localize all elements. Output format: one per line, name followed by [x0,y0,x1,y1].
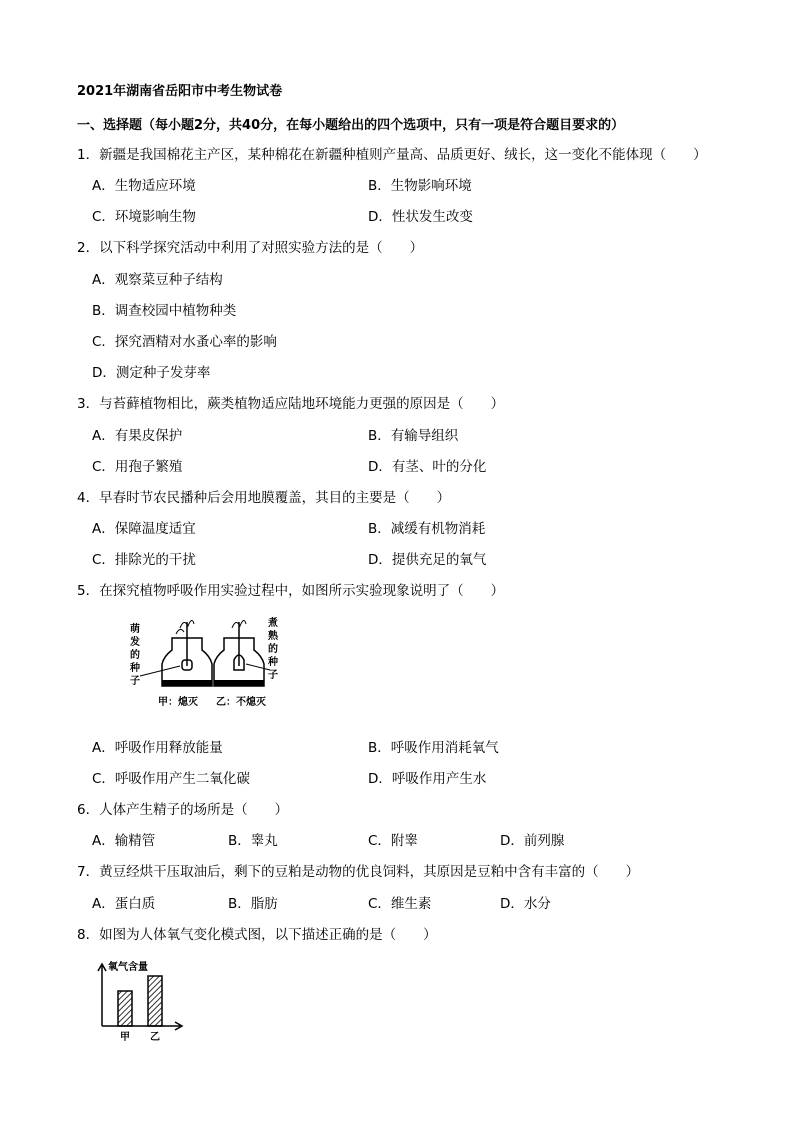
question-4-option-d: D．提供充足的氧气 [368,552,487,568]
question-7-option-a: A．蛋白质 [92,896,156,912]
question-2-option-d: D．测定种子发芽率 [92,365,211,381]
x-tick-label: 乙 [150,1032,160,1042]
question-1-option-b: B．生物影响环境 [368,178,472,194]
question-4-option-b: B．减缓有机物消耗 [368,521,486,537]
label-char: 发 [130,637,140,648]
question-3-option-c: C．用孢子繁殖 [92,459,183,475]
boiled-seed-label [267,616,279,681]
jar-yi-icon [214,620,264,686]
oxygen-chart-figure [92,958,192,1042]
caption-yi: 乙：不熄灭 [216,697,266,708]
question-1-option-c: C．环境影响生物 [92,209,196,225]
seeds-layer [162,680,212,686]
question-6-stem: 6．人体产生精子的场所是（ ） [77,802,289,818]
question-8-stem: 8．如图为人体氧气变化模式图，以下描述正确的是（ ） [77,927,437,943]
seeds-layer [214,680,264,686]
caption-jia: 甲：熄灭 [158,697,198,708]
label-char: 子 [268,670,278,681]
question-7-option-c: C．维生素 [368,896,432,912]
question-7-option-d: D．水分 [500,896,551,912]
label-char: 萌 [130,624,140,635]
label-char: 熟 [268,631,278,642]
pointer-line [140,666,180,676]
question-6-option-a: A．输精管 [92,833,156,849]
question-2-option-c: C．探究酒精对水蚤心率的影响 [92,334,277,350]
seed-experiment-figure [128,614,280,710]
question-3-option-a: A．有果皮保护 [92,428,183,444]
question-5-stem: 5．在探究植物呼吸作用实验过程中，如图所示实验现象说明了（ ） [77,583,505,599]
bar-jia [118,991,132,1026]
question-3-option-b: B．有输导组织 [368,428,459,444]
question-7-option-b: B．脂肪 [228,896,278,912]
question-5-option-d: D．呼吸作用产生水 [368,771,487,787]
question-4-option-a: A．保障温度适宜 [92,521,196,537]
question-2-stem: 2．以下科学探究活动中利用了对照实验方法的是（ ） [77,240,424,256]
label-char: 种 [130,663,140,674]
label-char: 煮 [268,618,278,629]
label-char: 的 [268,644,278,655]
label-char: 种 [268,657,278,668]
question-4-stem: 4．早春时节农民播种后会用地膜覆盖，其目的主要是（ ） [77,490,451,506]
question-6-option-d: D．前列腺 [500,833,565,849]
question-6-option-b: B．睾丸 [228,833,278,849]
label-char: 子 [130,676,140,687]
section-heading: 一、选择题（每小题2分，共40分，在每小题给出的四个选项中，只有一项是符合题目要求的） [77,118,625,133]
question-1-option-a: A．生物适应环境 [92,178,196,194]
jar-jia-icon [162,620,212,686]
question-5-option-b: B．呼吸作用消耗氧气 [368,740,499,756]
question-5-option-a: A．呼吸作用释放能量 [92,740,223,756]
question-3-stem: 3．与苔藓植物相比，蕨类植物适应陆地环境能力更强的原因是（ ） [77,396,505,412]
bar-yi [148,976,162,1026]
question-5-option-c: C．呼吸作用产生二氧化碳 [92,771,250,787]
question-4-option-c: C．排除光的干扰 [92,552,196,568]
pointer-line [246,664,270,670]
label-char: 的 [130,650,140,661]
exam-title: 2021年湖南省岳阳市中考生物试卷 [77,84,283,99]
question-2-option-a: A．观察菜豆种子结构 [92,272,223,288]
question-7-stem: 7．黄豆经烘干压取油后，剩下的豆粕是动物的优良饲料，其原因是豆粕中含有丰富的（ ） [77,864,640,880]
question-1-stem: 1．新疆是我国棉花主产区，某种棉花在新疆种植则产量高、品质更好、绒长，这一变化不能体现（ ） [77,147,707,163]
question-2-option-b: B．调查校园中植物种类 [92,303,237,319]
x-tick-label: 甲 [120,1032,130,1042]
question-6-option-c: C．附睾 [368,833,418,849]
question-1-option-d: D．性状发生改变 [368,209,473,225]
question-3-option-d: D．有茎、叶的分化 [368,459,487,475]
germinating-seed-label [129,622,140,687]
y-axis-label: 氧气含量 [108,962,148,973]
